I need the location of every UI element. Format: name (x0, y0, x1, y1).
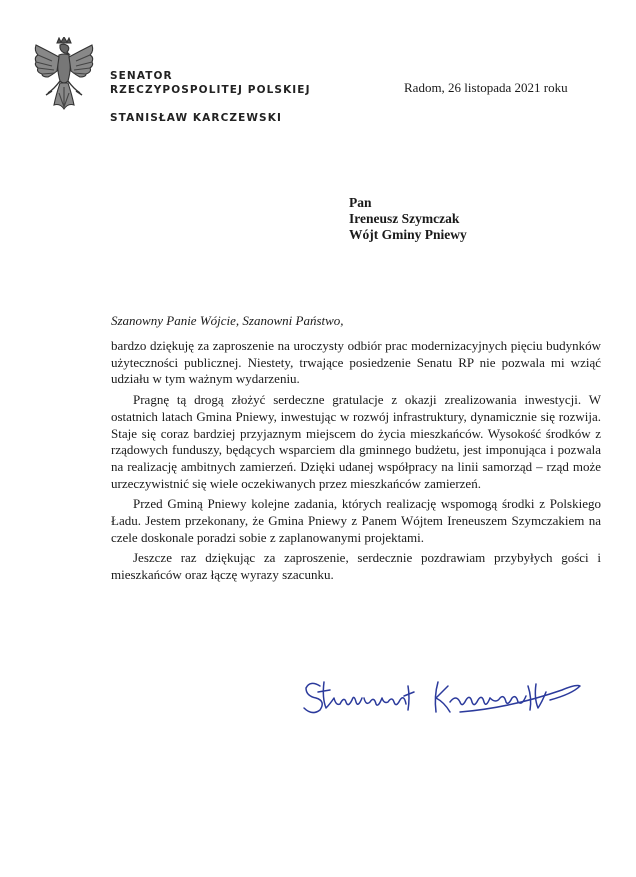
paragraph: Jeszcze raz dziękując za zaproszenie, serdecznie pozdrawiam przybyłych gości i mieszkańców oraz łączę wyrazy szacunku. (111, 550, 601, 583)
paragraph: bardzo dziękuję za zaproszenie na uroczysty odbiór prac modernizacyjnych pięciu budynków użyteczności publicznej. Niestety, trwające posiedzenie Senatu RP nie pozwala mi wziąć udziału w tym ważnym wydarzeniu. (111, 338, 601, 387)
paragraph: Przed Gminą Pniewy kolejne zadania, których realizację wspomogą środki z Polskiego Ładu. Jestem przekonany, że Gmina Pniewy z Panem Wójtem Ireneuszem Szymczakiem na czele doskonale poradzi sobie z zaplanowanymi projektami. (111, 496, 601, 545)
white-eagle-emblem-icon (30, 37, 98, 117)
handwritten-signature (300, 668, 585, 723)
sender-name: STANISŁAW KARCZEWSKI (110, 112, 282, 124)
letter-body (111, 338, 601, 588)
addressee-line1: Pan (349, 195, 372, 210)
paragraph: Pragnę tą drogą złożyć serdeczne gratulacje z okazji zrealizowania inwestycji. W ostatnich latach Gmina Pniewy, inwestując w rozwój infrastruktury, dynamicznie się rozwija. Staje się coraz bardziej przyjaznym miejscem do życia mieszkańców. Wysokość środków z rządowych funduszy, będących wsparciem dla gminnego budżetu, jest imponująca i pozwala na realizację ambitnych zamierzeń. Dzięki udanej współpracy na linii samorząd – rząd może urzeczywistnić się wiele oczekiwanych przez mieszkańców zamierzeń. (111, 392, 601, 491)
sender-title-line2: RZECZYPOSPOLITEJ POLSKIEJ (110, 84, 311, 96)
addressee-line3: Wójt Gminy Pniewy (349, 227, 467, 242)
salutation: Szanowny Panie Wójcie, Szanowni Państwo, (111, 313, 344, 328)
letter-date: Radom, 26 listopada 2021 roku (404, 80, 568, 95)
addressee-line2: Ireneusz Szymczak (349, 211, 460, 226)
sender-title-line1: SENATOR (110, 70, 173, 82)
